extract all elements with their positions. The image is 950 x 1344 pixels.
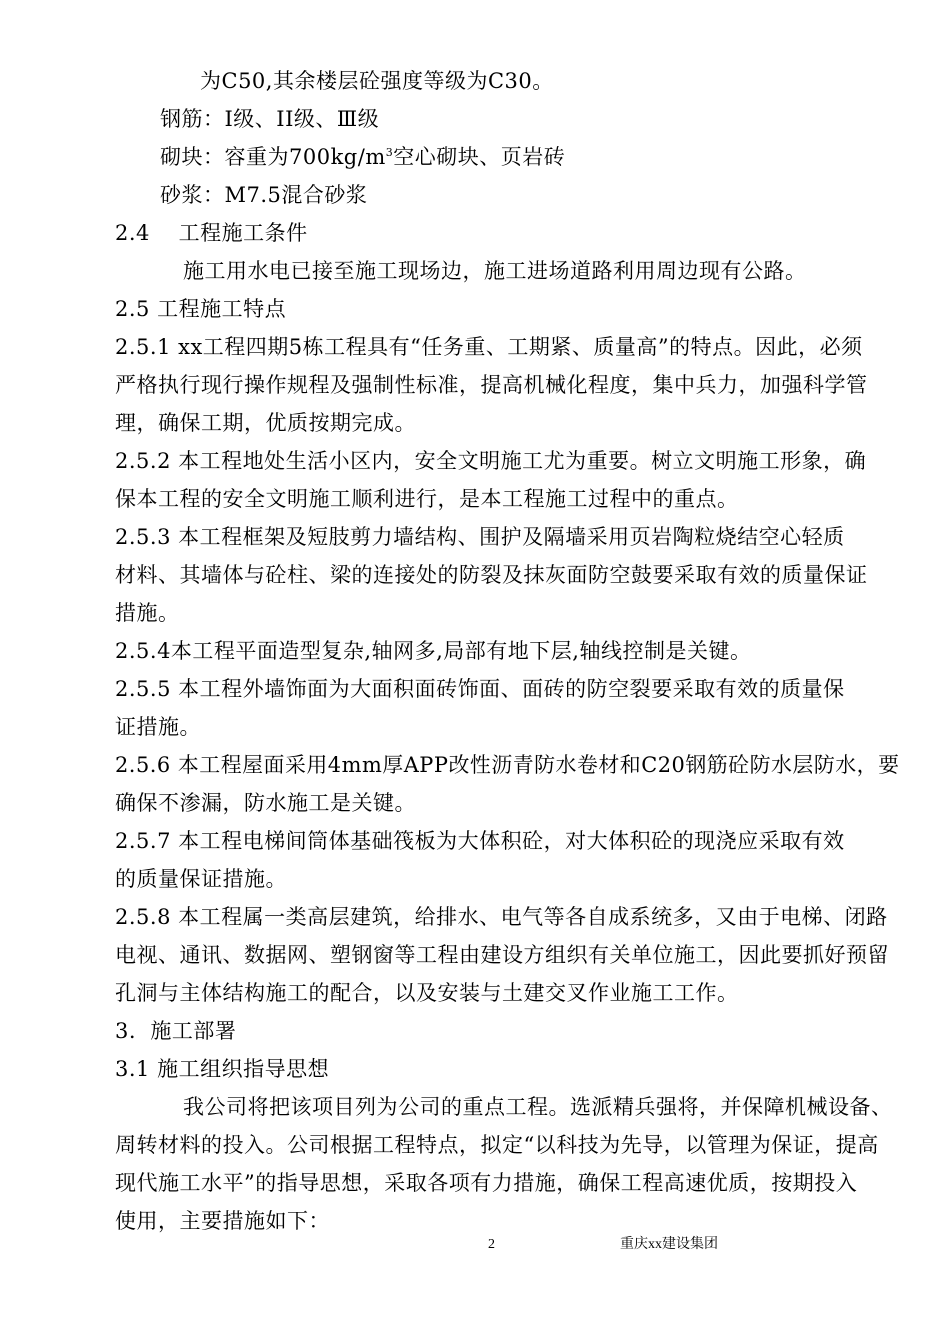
text-line: 保本工程的安全文明施工顺利进行，是本工程施工过程中的重点。 xyxy=(115,487,739,511)
text-line: 材料、其墙体与砼柱、梁的连接处的防裂及抹灰面防空鼓要采取有效的质量保证 xyxy=(115,563,868,587)
section-heading: 3. 施工部署 xyxy=(115,1019,237,1043)
text-line: 2.5.8 本工程属一类高层建筑，给排水、电气等各自成系统多，又由于电梯、闭路 xyxy=(115,905,888,929)
text-segment: 砌块：容重为700kg/m xyxy=(160,145,386,169)
text-line: 的质量保证措施。 xyxy=(115,867,287,891)
text-line: 使用，主要措施如下： xyxy=(115,1209,330,1233)
text-line: 确保不渗漏，防水施工是关键。 xyxy=(115,791,416,815)
section-heading: 2.4 工程施工条件 xyxy=(115,221,308,245)
text-line: 施工用水电已接至施工现场边，施工进场道路利用周边现有公路。 xyxy=(183,259,807,283)
text-line: 为C50,其余楼层砼强度等级为C30。 xyxy=(200,69,554,93)
section-heading: 3.1 施工组织指导思想 xyxy=(115,1057,330,1081)
text-line xyxy=(160,144,565,170)
text-line: 严格执行现行操作规程及强制性标准，提高机械化程度，集中兵力，加强科学管 xyxy=(115,373,868,397)
section-heading: 2.5 工程施工特点 xyxy=(115,297,287,321)
text-line: 现代施工水平”的指导思想，采取各项有力措施，确保工程高速优质，按期投入 xyxy=(115,1171,858,1195)
text-line: 我公司将把该项目列为公司的重点工程。选派精兵强将，并保障机械设备、 xyxy=(183,1095,893,1119)
text-line: 2.5.2 本工程地处生活小区内，安全文明施工尤为重要。树立文明施工形象，确 xyxy=(115,449,867,473)
text-line: 措施。 xyxy=(115,601,180,625)
text-line: 电视、通讯、数据网、塑钢窗等工程由建设方组织有关单位施工，因此要抓好预留 xyxy=(115,943,889,967)
text-line: 2.5.6 本工程屋面采用4mm厚APP改性沥青防水卷材和C20钢筋砼防水层防水，要 xyxy=(115,753,900,777)
text-line: 2.5.4本工程平面造型复杂,轴网多,局部有地下层,轴线控制是关键。 xyxy=(115,639,752,663)
footer-company: 重庆xx建设集团 xyxy=(620,1237,718,1252)
text-segment: 空心砌块、页岩砖 xyxy=(393,145,566,169)
text-line: 砂浆：M7.5混合砂浆 xyxy=(160,183,368,207)
text-line: 理，确保工期，优质按期完成。 xyxy=(115,411,416,435)
text-line: 证措施。 xyxy=(115,715,201,739)
superscript: 3 xyxy=(385,146,394,159)
text-line: 孔洞与主体结构施工的配合，以及安装与土建交叉作业施工工作。 xyxy=(115,981,739,1005)
text-line: 周转材料的投入。公司根据工程特点，拟定“以科技为先导，以管理为保证，提高 xyxy=(115,1133,879,1157)
text-line: 钢筋：I级、II级、Ⅲ级 xyxy=(160,107,380,131)
text-line: 2.5.1 xx工程四期5栋工程具有“任务重、工期紧、质量高”的特点。因此，必须 xyxy=(115,335,863,359)
text-line: 2.5.7 本工程电梯间筒体基础筏板为大体积砼，对大体积砼的现浇应采取有效 xyxy=(115,829,845,853)
text-line: 2.5.3 本工程框架及短肢剪力墙结构、围护及隔墙采用页岩陶粒烧结空心轻质 xyxy=(115,525,845,549)
page-number: 2 xyxy=(488,1237,495,1252)
text-line: 2.5.5 本工程外墙饰面为大面积面砖饰面、面砖的防空裂要采取有效的质量保 xyxy=(115,677,845,701)
